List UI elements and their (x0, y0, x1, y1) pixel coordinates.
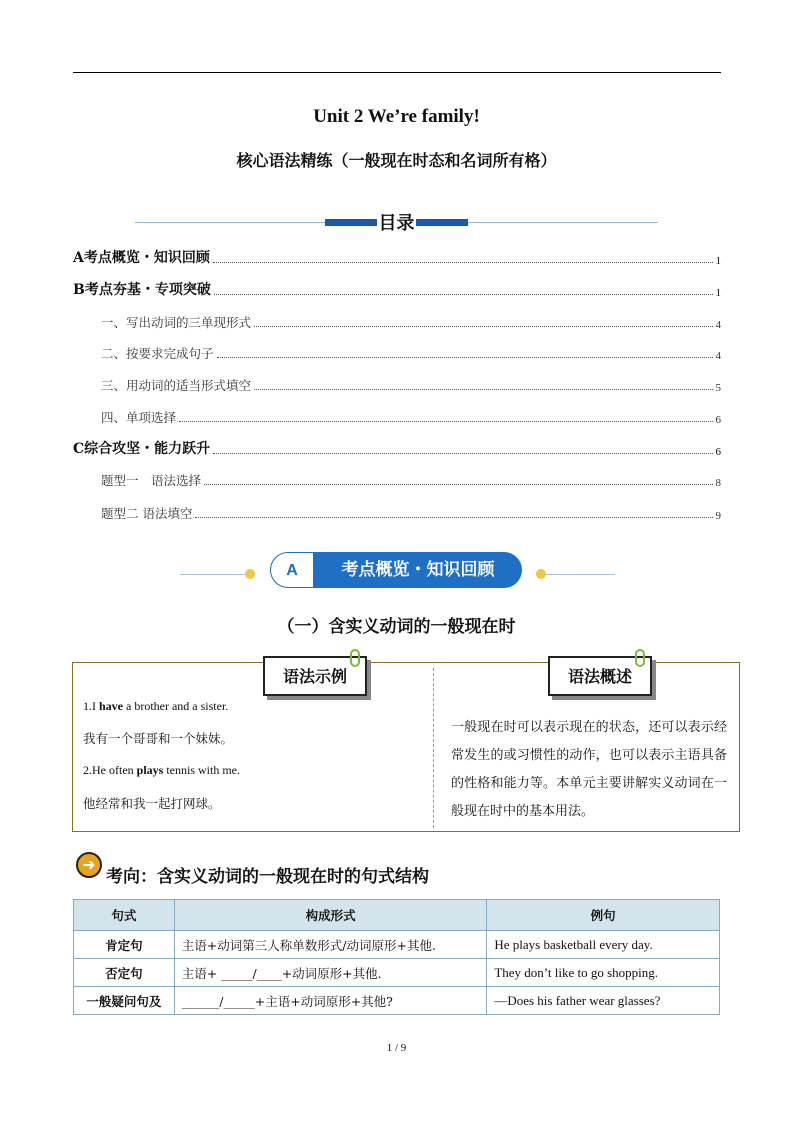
toc-entry-label: 三、用动词的适当形式填空 (101, 378, 252, 393)
table-cell: 一般疑问句及 (74, 987, 175, 1015)
toc-entry-label: A考点概览・知识回顾 (73, 250, 210, 266)
paperclip-icon (635, 649, 645, 667)
toc-leader-dots (179, 421, 712, 422)
structure-table (73, 899, 720, 1015)
section-banner (270, 552, 522, 588)
toc-entry-page: 4 (715, 319, 721, 331)
document-subtitle: 核心语法精练（一般现在时态和名词所有格） (236, 151, 557, 170)
toc-entry-page: 4 (715, 350, 721, 362)
toc-leader-dots (254, 326, 712, 327)
example-2-post: tennis with me. (163, 763, 241, 777)
toc-entry-label: 一、写出动词的三单现形式 (101, 315, 252, 330)
toc-leader-dots (204, 484, 712, 485)
toc-entry-label: C综合攻坚・能力跃升 (73, 441, 211, 457)
table-header: 构成形式 (174, 900, 487, 931)
toc-entry-page: 9 (715, 510, 721, 522)
toc-entry-label: 题型一 语法选择 (101, 473, 202, 488)
table-cell: 肯定句 (74, 931, 175, 959)
paperclip-icon (350, 649, 360, 667)
example-1-pre: 1.I (83, 699, 99, 713)
section-title: （一）含实义动词的一般现在时 (277, 617, 516, 637)
toc-entry[interactable] (73, 440, 721, 458)
toc-heading-line-right (468, 222, 658, 223)
page-number: 1 / 9 (386, 1042, 407, 1054)
toc-entry-page: 5 (715, 382, 721, 394)
toc-heading-line-left (135, 222, 325, 223)
example-2-verb: plays (136, 763, 164, 777)
table-header: 例句 (487, 900, 720, 931)
grammar-examples-tag: 语法示例 (263, 656, 367, 696)
toc-entry-page: 1 (715, 255, 721, 267)
toc-entry[interactable] (73, 281, 721, 299)
table-cell: 否定句 (74, 959, 175, 987)
toc-heading: 目录 (378, 213, 415, 234)
table-cell: ______/_____+主语+动词原形+其他? (174, 987, 487, 1015)
toc-entry[interactable] (101, 471, 721, 489)
toc-entry-label: 题型二 语法填空 (101, 506, 193, 521)
table-header: 句式 (74, 900, 175, 931)
example-2-pre: 2.He often (83, 763, 137, 777)
toc-entry-page: 8 (715, 477, 721, 489)
toc-entry-label: 四、单项选择 (101, 410, 177, 425)
grammar-box-divider (433, 668, 434, 828)
table-header-row (74, 900, 720, 931)
example-1-post: a brother and a sister. (123, 699, 229, 713)
grammar-overview-text: 一般现在时可以表示现在的状态，还可以表示经常发生的或习惯性的动作，也可以表示主语具备的性格和能力等。本单元主要讲解实义动词在一般现在时中的基本用法。 (451, 720, 727, 819)
table-row (74, 931, 720, 959)
example-1-verb: have (99, 699, 123, 713)
table-cell: 主语+ _____/____+动词原形+其他. (174, 959, 487, 987)
table-cell: 主语+动词第三人称单数形式/动词原形+其他. (174, 931, 487, 959)
table-cell: —Does his father wear glasses? (487, 987, 720, 1015)
toc-entry[interactable] (101, 504, 721, 522)
toc-leader-dots (254, 389, 712, 390)
example-1 (83, 699, 228, 714)
toc-entry[interactable] (73, 249, 721, 267)
toc-entry[interactable] (101, 376, 721, 394)
table-cell: They don’t like to go shopping. (487, 959, 720, 987)
toc-entry[interactable] (101, 408, 721, 426)
toc-leader-dots (214, 294, 713, 295)
banner-text: 考点概览・知识回顾 (341, 560, 495, 580)
toc-entry[interactable] (101, 313, 721, 331)
toc-leader-dots (195, 517, 712, 518)
example-2-translation: 他经常和我一起打网球。 (83, 796, 221, 811)
toc-leader-dots (217, 357, 713, 358)
banner-letter: A (270, 552, 314, 588)
toc-entry-page: 1 (715, 287, 721, 299)
grammar-overview-tag: 语法概述 (548, 656, 652, 696)
toc-entry-page: 6 (715, 414, 721, 426)
banner-dot-right (536, 569, 546, 579)
table-cell: He plays basketball every day. (487, 931, 720, 959)
example-2 (83, 763, 240, 778)
example-1-translation: 我有一个哥哥和一个妹妹。 (83, 731, 234, 746)
top-rule (73, 72, 721, 73)
arrow-right-icon: ➜ (76, 852, 102, 878)
table-row (74, 959, 720, 987)
document-title: Unit 2 We’re family! (313, 106, 480, 127)
toc-entry[interactable] (101, 344, 721, 362)
toc-entry-label: B考点夯基・专项突破 (73, 282, 211, 298)
toc-entry-page: 6 (715, 446, 721, 458)
kaoxiang-title: 考向：含实义动词的一般现在时的句式结构 (106, 867, 429, 887)
banner-line-left (180, 574, 250, 575)
toc-leader-dots (213, 262, 713, 263)
banner-line-right (545, 574, 615, 575)
toc-entry-label: 二、按要求完成句子 (101, 346, 214, 361)
banner-dot-left (245, 569, 255, 579)
table-row (74, 987, 720, 1015)
toc-leader-dots (213, 453, 712, 454)
